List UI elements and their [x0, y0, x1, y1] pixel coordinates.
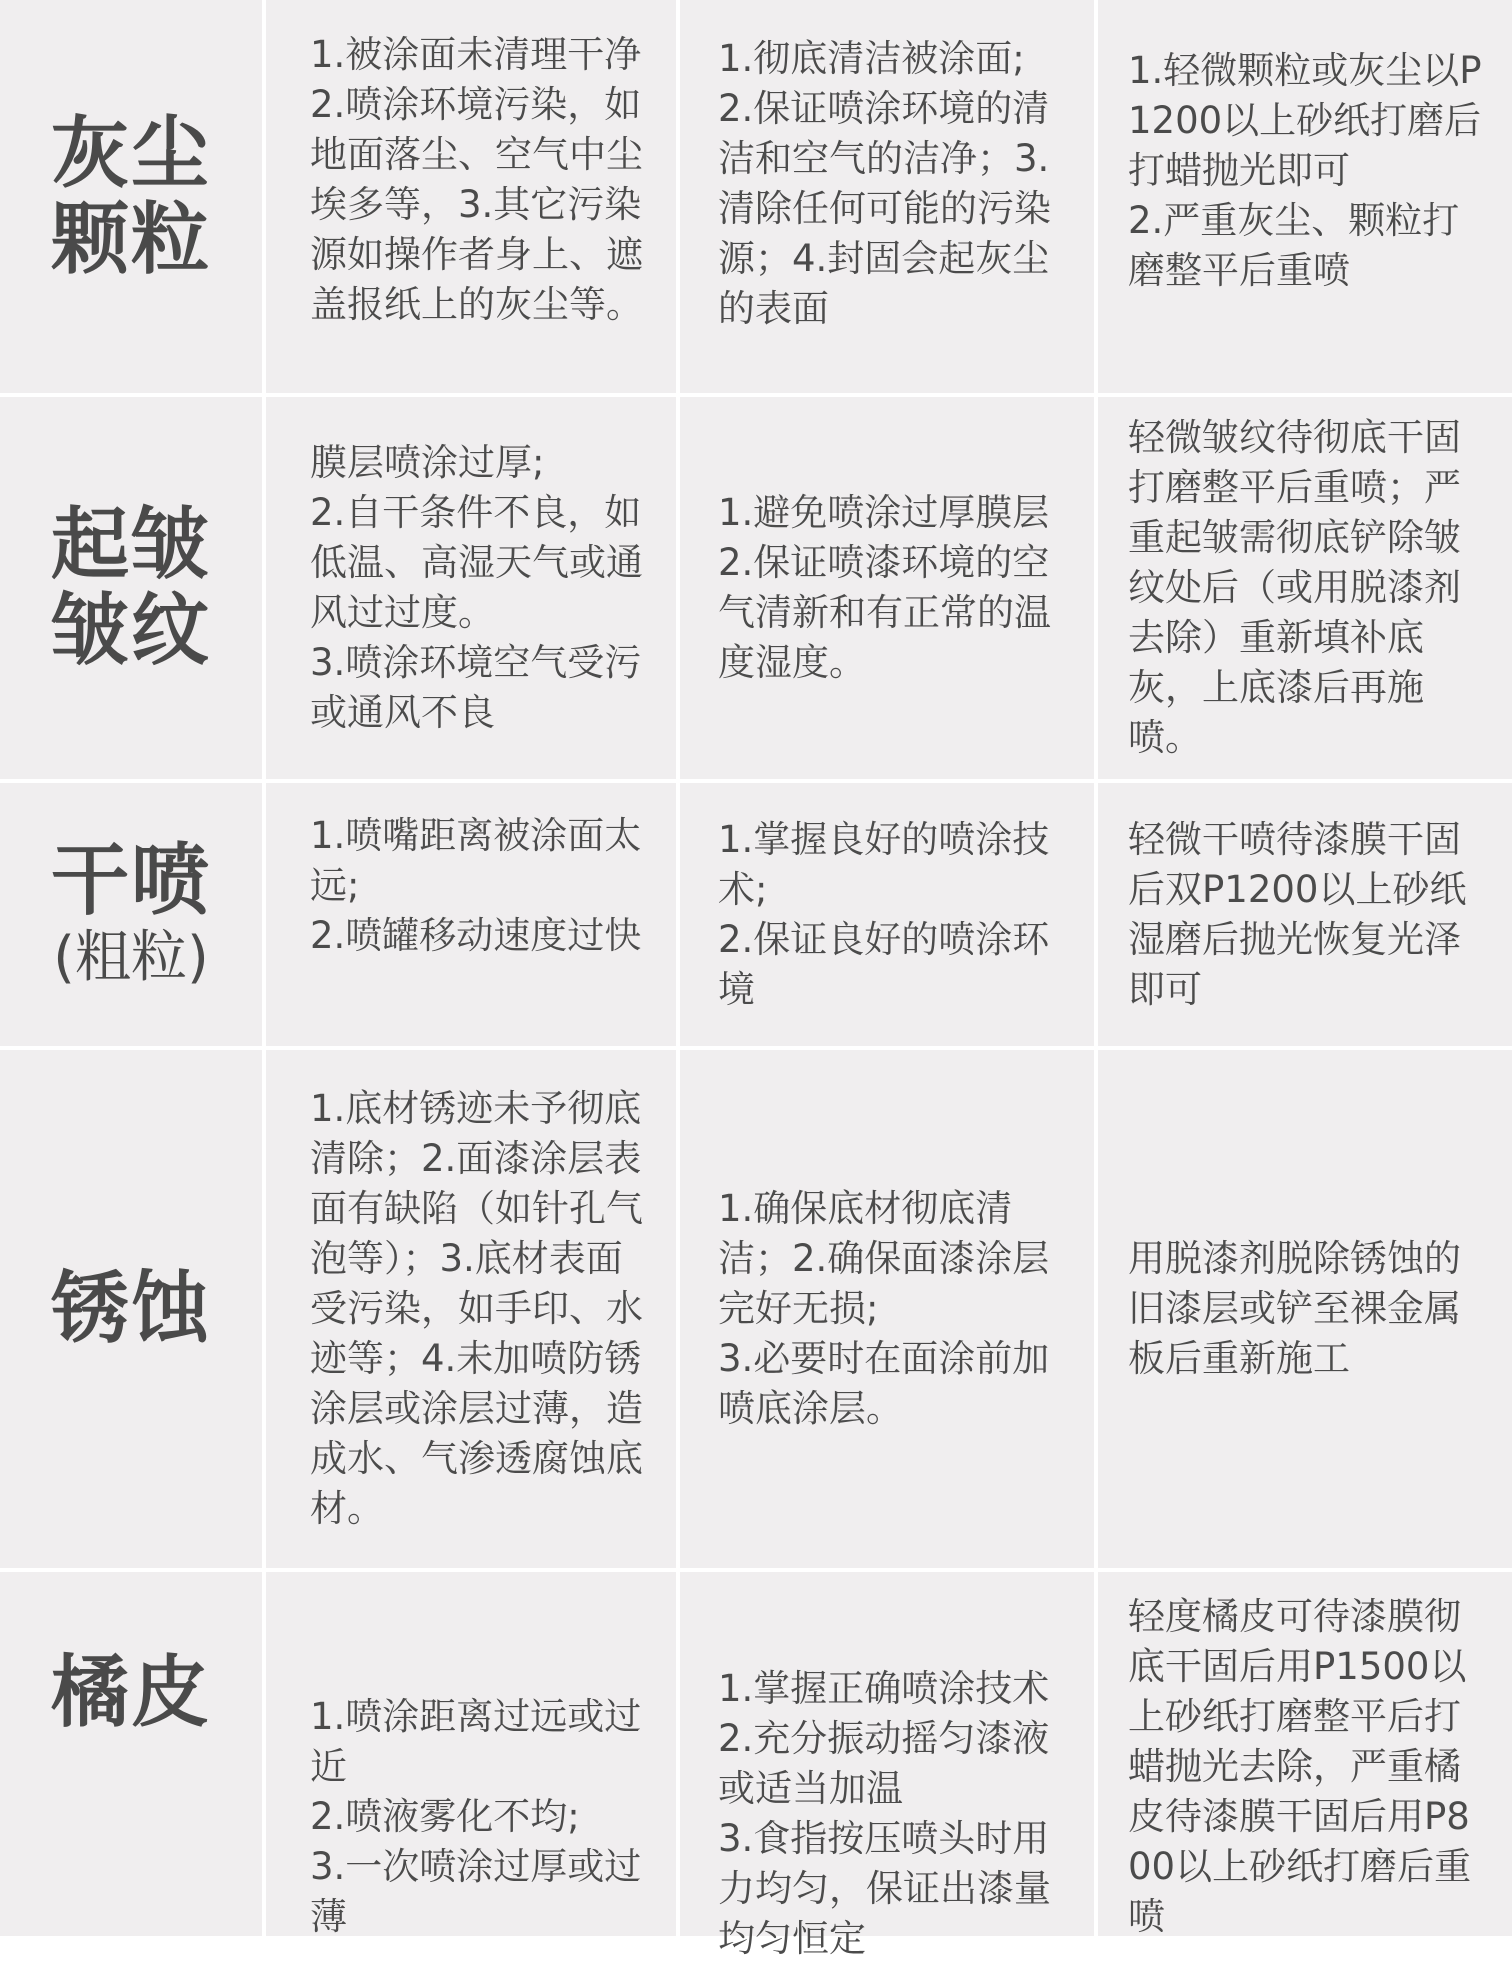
prevention-cell [680, 397, 1094, 779]
remedy-text: 轻度橘皮可待漆膜彻底干固后用P1500以上砂纸打磨整平后打蜡抛光去除，严重橘皮待漆膜干固后用P800以上砂纸打磨后重喷 [1128, 1595, 1472, 1938]
remedy-cell [1098, 783, 1512, 1046]
prevention-text: 1.掌握正确喷涂技术 2.充分振动摇匀漆液或适当加温 3.食指按压喷头时用力均匀，保证出漆量均匀恒定 [718, 1667, 1051, 1960]
category-cell [0, 0, 262, 393]
cause-text: 1.喷嘴距离被涂面太远; 2.喷罐移动速度过快 [310, 814, 642, 957]
remedy-text: 1.轻微颗粒或灰尘以P1200以上砂纸打磨后打蜡抛光即可 2.严重灰尘、颗粒打磨整平后重喷 [1128, 49, 1482, 292]
cause-cell [266, 397, 676, 779]
remedy-text: 轻微干喷待漆膜干固后双P1200以上砂纸湿磨后抛光恢复光泽即可 [1128, 818, 1467, 1011]
category-cell [0, 1050, 262, 1568]
remedy-cell [1098, 397, 1512, 779]
prevention-cell [680, 1572, 1094, 1960]
cause-cell [266, 783, 676, 1046]
cause-cell [266, 0, 676, 393]
remedy-cell [1098, 0, 1512, 393]
prevention-text: 1.确保底材彻底清洁；2.确保面漆涂层完好无损; 3.必要时在面涂前加喷底涂层。 [718, 1187, 1050, 1430]
category-cell [0, 1572, 262, 1936]
cause-cell [266, 1050, 676, 1568]
prevention-cell [680, 0, 1094, 393]
category-cell [0, 397, 262, 779]
prevention-cell [680, 1050, 1094, 1568]
category-cell [0, 783, 262, 1046]
cause-text: 1.底材锈迹未予彻底清除；2.面漆涂层表面有缺陷（如针孔气泡等）；3.底材表面受污染，如手印、水迹等；4.未加喷防锈涂层或涂层过薄，造成水、气渗透腐蚀底材。 [310, 1087, 643, 1530]
category-label: 起皱 皱纹 [50, 500, 211, 676]
prevention-cell [680, 783, 1094, 1046]
cause-text: 1.喷涂距离过远或过近 2.喷液雾化不均; 3.一次喷涂过厚或过薄 [310, 1695, 642, 1938]
remedy-text: 轻微皱纹待彻底干固打磨整平后重喷；严重起皱需彻底铲除皱纹处后（或用脱漆剂去除）重新填补底灰，上底漆后再施喷。 [1128, 416, 1461, 759]
prevention-text: 1.掌握良好的喷涂技术; 2.保证良好的喷涂环境 [718, 818, 1050, 1011]
category-label: 锈蚀 [50, 1264, 211, 1354]
category-main: 干喷 [50, 835, 211, 926]
category-label [51, 752, 211, 1078]
category-sub: (粗粒) [53, 924, 209, 990]
remedy-cell [1098, 1572, 1512, 1936]
prevention-text: 1.彻底清洁被涂面; 2.保证喷涂环境的清洁和空气的洁净；3.清除任何可能的污染源；4.封固会起灰尘的表面 [718, 37, 1051, 330]
category-label: 橘皮 [50, 1648, 211, 1738]
cause-text: 膜层喷涂过厚; 2.自干条件不良，如低温、高湿天气或通风过过度。 3.喷涂环境空气受污或通风不良 [310, 441, 643, 734]
cause-text: 1.被涂面未清理干净 2.喷涂环境污染，如地面落尘、空气中尘埃多等，3.其它污染源如操作者身上、遮盖报纸上的灰尘等。 [310, 33, 643, 326]
remedy-text: 用脱漆剂脱除锈蚀的旧漆层或铲至裸金属板后重新施工 [1128, 1237, 1461, 1380]
cause-cell [266, 1572, 676, 1936]
prevention-text: 1.避免喷涂过厚膜层 2.保证喷漆环境的空气清新和有正常的温度湿度。 [718, 491, 1051, 684]
category-label: 灰尘 颗粒 [50, 108, 211, 285]
remedy-cell [1098, 1050, 1512, 1568]
